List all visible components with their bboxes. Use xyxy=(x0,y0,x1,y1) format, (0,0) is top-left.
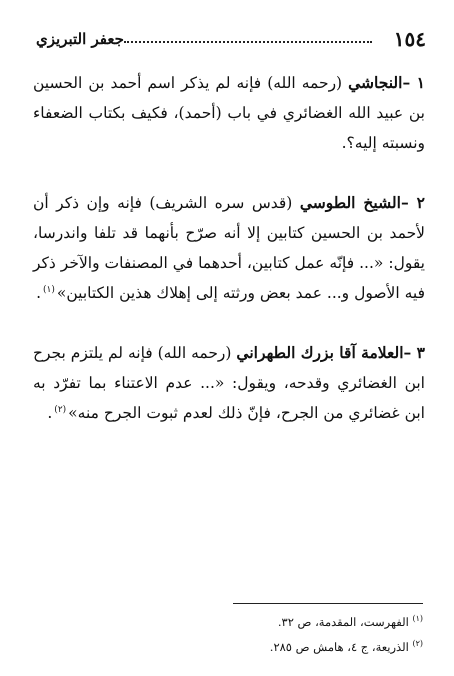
page-header xyxy=(36,26,426,52)
footnote-divider xyxy=(233,603,423,604)
paragraph-2 xyxy=(33,188,425,308)
footnote-text: الذريعة، ج ٤، هامش ص ٢٨٥. xyxy=(269,639,409,654)
header-dotted-leader xyxy=(124,41,372,43)
paragraph-end: . xyxy=(36,284,41,302)
footnote-text: الفهرست، المقدمة، ص ٣٢. xyxy=(277,614,409,629)
footnote-1 xyxy=(40,608,423,633)
paragraph-title: الشيخ الطوسي xyxy=(299,193,401,212)
paragraph-1 xyxy=(33,68,425,158)
paragraph-title: العلامة آقا بزرك الطهراني xyxy=(236,343,404,362)
paragraph-number: ٣ – xyxy=(403,343,425,362)
page-number: ١٥٤ xyxy=(393,27,426,51)
footnote-marker: (٢) xyxy=(412,638,423,648)
page-body xyxy=(33,68,425,458)
paragraph-text: (رحمه الله) فإنه لم يلتزم بجرح ابن الغضائري وقدحه، ويقول: «... عدم الاعتناء بما تفرّد به ابن غضائري من الجرح، فإنّ ذلك لعدم ثبوت الجرح منه» xyxy=(32,344,425,422)
paragraph-3 xyxy=(33,338,425,428)
paragraph-number: ١ – xyxy=(402,73,425,92)
paragraph-text: (قدس سره الشريف) فإنه وإن ذكر أن لأحمد بن الحسين كتابين إلا أنه صرّح بأنهما قد تلفا واندرسا، يقول: «... فإنّه عمل كتابين، أحدهما في المصنفات والآخر ذكر فيه الأصول و... عمد بعض ورثته إلى إهلاك هذين الكتابين» xyxy=(33,194,425,302)
running-title: جعفر التبريزي xyxy=(36,30,124,48)
footnotes xyxy=(40,608,423,658)
paragraph-end: . xyxy=(47,404,53,422)
paragraph-text: (رحمه الله) فإنه لم يذكر اسم أحمد بن الحسين بن عبيد الله الغضائري في باب (أحمد)، فكيف بكتاب الضعفاء ونسبته إليه؟. xyxy=(33,74,425,152)
footnote-marker: (١) xyxy=(412,614,423,623)
paragraph-number: ٢ – xyxy=(400,193,425,212)
footnote-ref: (١) xyxy=(43,284,55,295)
footnote-2 xyxy=(40,633,423,658)
paragraph-title: النجاشي xyxy=(348,73,403,92)
footnote-ref: (٢) xyxy=(54,404,67,415)
